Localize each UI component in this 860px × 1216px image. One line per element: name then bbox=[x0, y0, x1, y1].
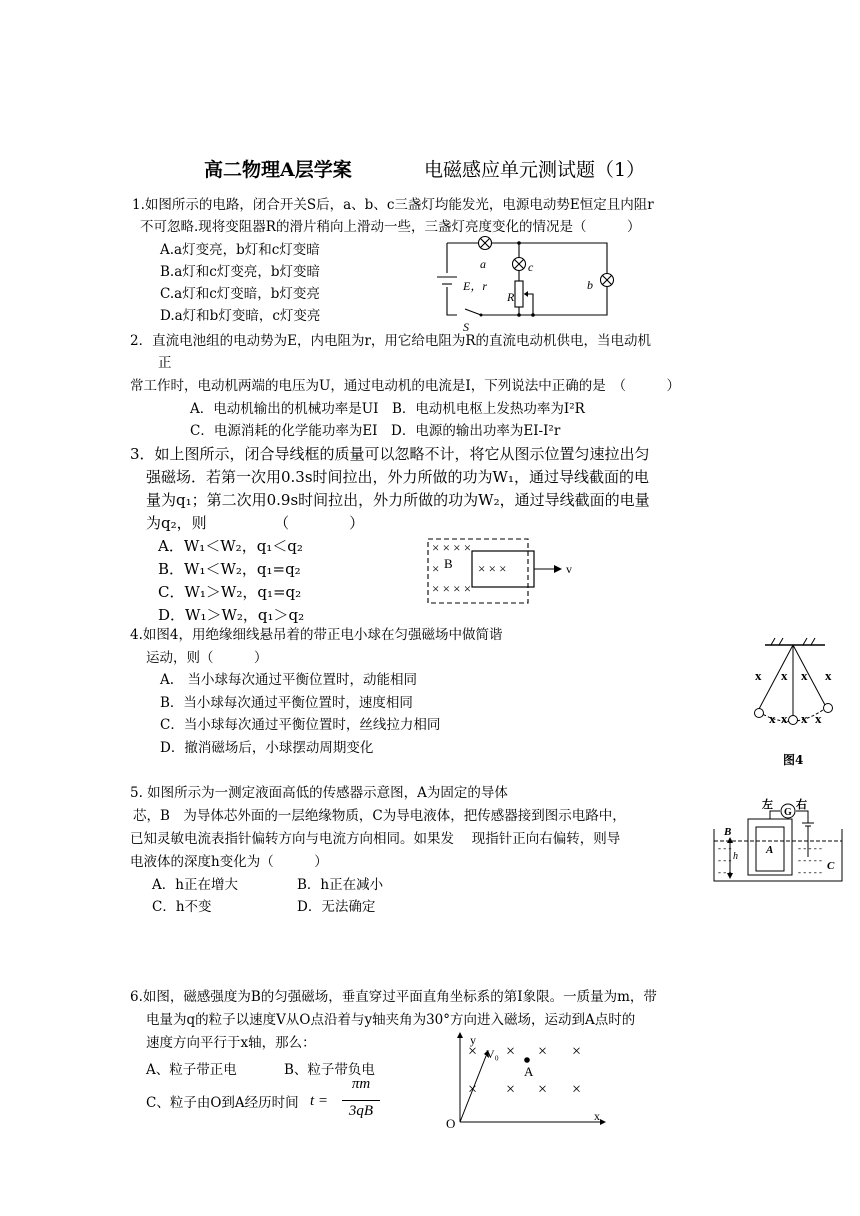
q4-option-c: C．当小球每次通过平衡位置时，丝线拉力相同 bbox=[160, 717, 441, 733]
q2-stem-line1: 2．直流电池组的电动势为E，内电阻为r，用它给电阻为R的直流电动机供电，当电动机 bbox=[130, 333, 652, 349]
q2-options-row1: A．电动机输出的机械功率是UI B．电动机电枢上发热功率为I²R bbox=[190, 401, 585, 417]
svg-text:x: x bbox=[825, 668, 832, 683]
q1-label-c: c bbox=[528, 260, 534, 274]
q5-option-b: B．h正在减小 bbox=[297, 877, 384, 893]
formula-bar bbox=[342, 1100, 380, 1101]
formula-denominator: 3qB bbox=[348, 1103, 374, 1119]
q4-stem-line1: 4.如图4，用绝缘细线悬吊着的带正电小球在匀强磁场中做简谐 bbox=[130, 627, 503, 643]
q4-stem-line2: 运动，则（ ） bbox=[146, 650, 268, 666]
page-title bbox=[204, 160, 352, 180]
q3-stem-line4: 为q₂，则 （ ） bbox=[146, 514, 365, 532]
svg-text:- - -: - - - bbox=[718, 867, 732, 877]
q4-option-b: B．当小球每次通过平衡位置时，速度相同 bbox=[160, 695, 413, 711]
q5-stem-line2: 芯，B 为导体芯外面的一层绝缘物质，C为导电液体，把传感器接到图示电路中， bbox=[133, 808, 626, 824]
q6-option-c: C、粒子由O到A经历时间 bbox=[146, 1095, 299, 1111]
svg-text:- - - - -: - - - - - bbox=[798, 867, 822, 877]
q3-field-diagram bbox=[420, 535, 580, 607]
svg-text:× × × ×: × × × × bbox=[432, 581, 472, 596]
q6-stem-line1: 6.如图，磁感强度为B的匀强磁场，垂直穿过平面直角坐标系的第I象限。一质量为m，带 bbox=[130, 989, 657, 1005]
svg-text:×: × bbox=[432, 561, 440, 576]
title-main: 高二物理A层学案 bbox=[204, 159, 352, 181]
q3-stem-line1: 3．如上图所示，闭合导线框的质量可以忽略不计，将它从图示位置匀速拉出匀 bbox=[130, 445, 650, 463]
svg-text:- - -: - - - bbox=[718, 855, 732, 865]
q5-label-h: h bbox=[733, 851, 738, 862]
q3-stem-line3: 量为q₁；第二次用0.9s时间拉出，外力所做的功为W₂，通过导线截面的电量 bbox=[146, 491, 650, 509]
q5-option-a: A．h正在增大 bbox=[152, 877, 238, 893]
q1-option-c: C.a灯和c灯变暗，b灯变亮 bbox=[160, 286, 320, 302]
svg-text:x: x bbox=[801, 711, 808, 726]
q4-option-a: A. 当小球每次通过平衡位置时，动能相同 bbox=[160, 672, 418, 688]
q5-stem-line4: 电液体的深度h变化为（ ） bbox=[130, 854, 328, 870]
q6-label-v0: V₀ bbox=[486, 1047, 499, 1061]
q5-label-left: 左 bbox=[762, 799, 773, 811]
q6-option-b: B、粒子带负电 bbox=[284, 1062, 375, 1078]
q6-label-a: A bbox=[524, 1064, 534, 1079]
q1-option-d: D.a灯和b灯变暗，c灯变亮 bbox=[160, 308, 321, 324]
formula-numerator: πm bbox=[351, 1076, 371, 1092]
q1-stem-line1: 1.如图所示的电路，闭合开关S后，a、b、c三盏灯均能发光，电源电动势E恒定且内阻r bbox=[132, 197, 654, 213]
q2-options-row2: C．电源消耗的化学能功率为EI D．电源的输出功率为EI-I²r bbox=[190, 423, 561, 439]
svg-text:×: × bbox=[572, 1043, 582, 1060]
q5-option-c: C．h不变 bbox=[152, 899, 212, 915]
formula-lhs: t = bbox=[310, 1093, 329, 1109]
q1-label-a: a bbox=[480, 257, 486, 271]
svg-text:×: × bbox=[506, 1043, 516, 1060]
q5-label-right: 右 bbox=[796, 799, 807, 811]
q1-stem-line2: 不可忽略.现将变阻器R的滑片稍向上滑动一些，三盏灯亮度变化的情况是（ ） bbox=[140, 219, 641, 235]
svg-text:×: × bbox=[572, 1081, 582, 1098]
q6-stem-line3: 速度方向平行于x轴，那么： bbox=[146, 1035, 316, 1051]
q6-coordinate-diagram bbox=[440, 1032, 610, 1132]
svg-text:x: x bbox=[781, 668, 788, 683]
q4-option-d: D．撤消磁场后，小球摆动周期变化 bbox=[160, 740, 374, 756]
svg-text:× × × ×: × × × × bbox=[432, 540, 472, 555]
q5-stem-line3: 已知灵敏电流表指针偏转方向与电流方向相同。如果发 现指针正向右偏转，则导 bbox=[130, 831, 621, 847]
svg-text:× × ×: × × × bbox=[478, 561, 507, 576]
svg-text:×: × bbox=[468, 1043, 478, 1060]
q1-option-b: B.a灯和c灯变亮，b灯变暗 bbox=[160, 264, 320, 280]
svg-text:x: x bbox=[815, 711, 822, 726]
q4-pendulum-diagram bbox=[745, 635, 845, 745]
q5-label-b: B bbox=[724, 826, 732, 838]
svg-text:- - - - -: - - - - - bbox=[798, 843, 822, 853]
svg-text:×: × bbox=[538, 1081, 548, 1098]
q3-option-c: C．W₁＞W₂，q₁=q₂ bbox=[158, 583, 302, 601]
q5-stem-line1: 5. 如图所示为一测定液面高低的传感器示意图，A为固定的导体 bbox=[130, 785, 508, 801]
q1-label-s: S bbox=[463, 320, 469, 334]
q5-label-a: A bbox=[766, 844, 774, 856]
q6-label-o: O bbox=[446, 1116, 456, 1131]
q3-option-a: A．W₁＜W₂，q₁＜q₂ bbox=[158, 537, 303, 555]
q4-figure-label: 图4 bbox=[783, 753, 804, 767]
q3-label-v: v bbox=[566, 562, 572, 576]
q1-circuit-diagram bbox=[435, 235, 615, 335]
svg-text:x: x bbox=[781, 711, 788, 726]
q1-label-er: E，r bbox=[463, 279, 488, 293]
svg-text:x: x bbox=[769, 711, 776, 726]
svg-text:- - - - -: - - - - - bbox=[798, 855, 822, 865]
q1-option-a: A.a灯变亮，b灯和c灯变暗 bbox=[160, 242, 320, 258]
q6-stem-line2: 电量为q的粒子以速度V从O点沿着与y轴夹角为30°方向进入磁场，运动到A点时的 bbox=[146, 1012, 636, 1028]
q3-option-d: D．W₁＞W₂，q₁＞q₂ bbox=[158, 606, 305, 624]
svg-text:×: × bbox=[538, 1043, 548, 1060]
q5-sensor-diagram bbox=[708, 797, 848, 887]
svg-text:x: x bbox=[801, 668, 808, 683]
svg-text:×: × bbox=[506, 1081, 516, 1098]
svg-text:×: × bbox=[468, 1081, 478, 1098]
page-subtitle: 电磁感应单元测试题（1） bbox=[424, 159, 646, 181]
q2-stem-line3: 常工作时，电动机两端的电压为U，通过电动机的电流是I，下列说法中正确的是 （ ） bbox=[130, 378, 680, 394]
q5-option-d: D．无法确定 bbox=[297, 899, 376, 915]
q1-label-b: b bbox=[587, 278, 593, 292]
q5-label-c: C bbox=[827, 860, 835, 872]
q5-label-g: G bbox=[784, 807, 792, 818]
svg-text:x: x bbox=[755, 668, 762, 683]
q6-option-a: A、粒子带正电 bbox=[146, 1062, 237, 1078]
q1-label-r: R bbox=[507, 290, 515, 304]
q6-label-y: y bbox=[470, 1033, 476, 1047]
q3-stem-line2: 强磁场．若第一次用0.3s时间拉出，外力所做的功为W₁，通过导线截面的电 bbox=[146, 468, 649, 486]
q3-label-b: B bbox=[444, 556, 453, 571]
q6-label-x: x bbox=[594, 1109, 600, 1123]
q2-stem-line2: 正 bbox=[158, 355, 172, 371]
svg-text:- - -: - - - bbox=[718, 843, 732, 853]
q3-option-b: B．W₁＜W₂，q₁=q₂ bbox=[158, 560, 301, 578]
